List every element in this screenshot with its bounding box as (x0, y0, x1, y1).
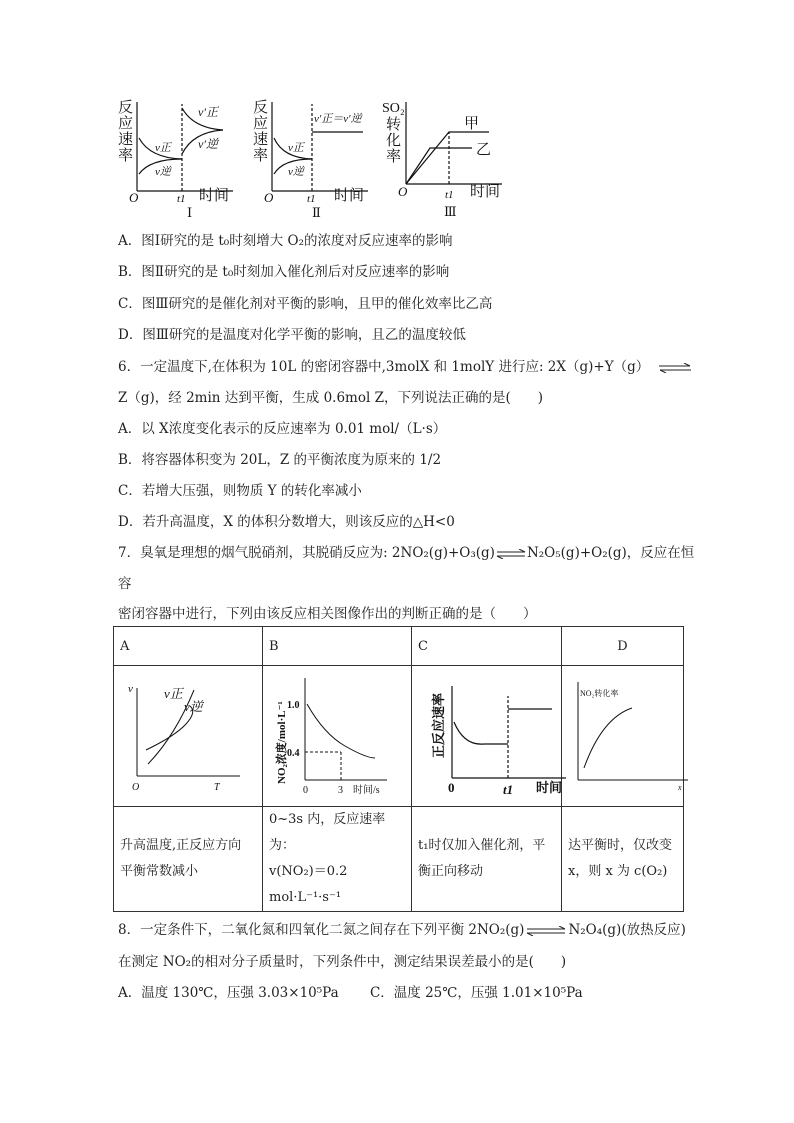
fig1-lower1: v正 (155, 142, 171, 154)
header-b: B (263, 627, 412, 666)
q5-option-d: D．图Ⅲ研究的是温度对化学平衡的影响，且乙的温度较低 (118, 327, 466, 343)
graph-b-x3: 3 (338, 785, 343, 796)
graph-b-y1: 1.0 (287, 700, 300, 711)
fig2-lower2: v逆 (288, 166, 304, 178)
figure-3 (382, 96, 507, 222)
fig1-curve2: v′逆 (198, 137, 218, 151)
header-d: D (562, 627, 684, 666)
fig2-xlabel: 时间 (334, 188, 365, 204)
fig3-series1: 甲 (464, 116, 480, 132)
q6-option-c: C．若增大压强，则物质 Y 的转化率减小 (118, 483, 362, 499)
graph-c-t: t1 (503, 782, 514, 797)
q6-stem-line1 (118, 355, 692, 375)
graph-a-origin: O (132, 782, 140, 793)
desc-a-line1: 升高温度,正反应方向 (120, 838, 242, 853)
fig1-lower2: v逆 (155, 166, 171, 178)
q8-stem-line2: 在测定 NO₂的相对分子质量时，下列条件中，测定结果误差最小的是( ) (118, 954, 567, 970)
q7-stem-text1b: N₂O₅(g)+O₂(g)，反应在恒 (526, 545, 695, 561)
graph-d-cell (562, 666, 684, 807)
q6-stem-text1: 6．一定温度下,在体积为 10L 的密闭容器中,3molX 和 1molY 进行应: 2X（g)+Y（g） (118, 359, 650, 375)
fig1-y3: 速 (118, 132, 134, 148)
fig3-origin: O (398, 184, 408, 199)
fig2-y2: 应 (253, 116, 269, 132)
fig3-xlabel: 时间 (470, 184, 501, 200)
graph-d (568, 666, 690, 802)
fig1-t: t1 (177, 193, 186, 205)
graph-b-ylabel: NO₂浓度/mol·L⁻¹ (276, 701, 288, 784)
fig1-y4: 率 (118, 148, 134, 164)
fig2-equal-label: v′正＝v′逆 (314, 113, 362, 125)
q7-stem-line1 (118, 541, 694, 561)
fig3-y4: 率 (386, 149, 402, 165)
fig3-t: t1 (445, 189, 454, 201)
desc-c (412, 807, 562, 912)
graph-d-ylabel: NO₂转化率 (580, 689, 619, 698)
desc-b-line2: v(NO₂)＝0.2 (269, 864, 348, 879)
graph-b-cell (263, 666, 412, 807)
graph-d-x: x (678, 783, 682, 792)
graph-a-y: v (128, 683, 133, 695)
q6-stem-line2: Z（g)，经 2min 达到平衡，生成 0.6mol Z，下列说法正确的是( ) (118, 390, 543, 406)
graph-c-origin: 0 (448, 780, 455, 795)
equilibrium-arrow-icon (526, 926, 566, 936)
fig3-y2: 转 (386, 117, 402, 133)
graph-a-x: T (214, 782, 220, 793)
fig3-series2: 乙 (476, 142, 492, 158)
desc-d (562, 807, 684, 912)
fig2-lower1: v正 (288, 142, 304, 154)
graph-a-c1: v正 (164, 686, 183, 701)
fig2-roman: Ⅱ (312, 205, 321, 220)
q8-stem-text1b: N₂O₄(g)(放热反应) (568, 922, 686, 938)
desc-c-line2: 衡正向移动 (418, 864, 484, 879)
fig3-roman: Ⅲ (444, 204, 457, 219)
fig1-y1: 反 (118, 100, 134, 116)
fig2-origin: O (264, 190, 274, 205)
q7-options-table (113, 626, 684, 912)
q5-option-b: B．图Ⅱ研究的是 t₀时刻加入催化剂后对反应速率的影响 (118, 264, 450, 280)
equilibrium-arrow-icon (496, 549, 526, 559)
q6-option-d: D．若升高温度，X 的体积分数增大，则该反应的△H<0 (118, 514, 455, 530)
q7-stem-line3: 密闭容器中进行，下列由该反应相关图像作出的判断正确的是（ ） (118, 606, 537, 622)
graph-b-origin: 0 (303, 785, 308, 796)
fig1-curve1: v′正 (198, 105, 218, 119)
figure-2 (250, 96, 380, 222)
desc-a-line2: 平衡常数减小 (120, 864, 199, 879)
graph-c-cell (412, 666, 562, 807)
fig2-y1: 反 (253, 100, 269, 116)
equilibrium-arrow-icon (658, 363, 692, 373)
fig1-y2: 应 (118, 116, 134, 132)
fig2-y4: 率 (253, 148, 269, 164)
fig1-origin: O (129, 190, 139, 205)
desc-b-line3: mol·L⁻¹·s⁻¹ (269, 890, 342, 905)
q7-stem-line2: 容 (118, 576, 132, 592)
desc-d-line2: x，则 x 为 c(O₂) (568, 864, 668, 879)
desc-c-line1: t₁时仅加入催化剂，平 (418, 838, 546, 853)
header-c: C (412, 627, 562, 666)
fig1-xlabel: 时间 (199, 188, 230, 204)
q5-option-c: C．图Ⅲ研究的是催化剂对平衡的影响，且甲的催化效率比乙高 (118, 296, 493, 312)
q5-option-a: A．图Ⅰ研究的是 t₀时刻增大 O₂的浓度对反应速率的影响 (118, 233, 453, 249)
q7-stem-text1: 7．臭氧是理想的烟气脱硝剂，其脱硝反应为: 2NO₂(g)+O₃(g) (118, 545, 495, 561)
q8-stem-line1 (118, 918, 686, 938)
fig2-y3: 速 (253, 132, 269, 148)
fig3-y1: SO₂ (382, 101, 405, 116)
graph-c-ylabel: 正反应速率 (431, 692, 446, 758)
graph-a-c2: v逆 (184, 699, 203, 714)
header-a: A (114, 627, 263, 666)
graph-b (269, 666, 417, 802)
fig1-roman: Ⅰ (187, 205, 193, 220)
q8-stem-text1: 8．一定条件下，二氧化氮和四氧化二氮之间存在下列平衡 2NO₂(g) (118, 922, 525, 938)
graph-a-cell (114, 666, 263, 807)
desc-b (263, 807, 412, 912)
figure-1 (115, 96, 235, 222)
desc-b-line1: 0~3s 内，反应速率为： (269, 812, 386, 853)
graph-c-xlabel: 时间 (536, 780, 563, 795)
graph-b-y2: 0.4 (287, 748, 300, 759)
desc-a (114, 807, 263, 912)
fig3-y3: 化 (386, 133, 402, 149)
graph-c (418, 666, 568, 802)
q6-option-a: A．以 X浓度变化表示的反应速率为 0.01 mol/（L·s） (118, 421, 447, 437)
q8-options-line: A．温度 130℃，压强 3.03×10⁵Pa C．温度 25℃，压强 1.01×10⁵Pa (118, 985, 583, 1001)
graph-b-xlabel: 时间/s (353, 785, 380, 796)
fig2-t: t1 (307, 193, 316, 205)
graph-a (120, 666, 268, 802)
desc-d-line1: 达平衡时，仅改变 (568, 838, 673, 853)
q6-option-b: B．将容器体积变为 20L，Z 的平衡浓度为原来的 1/2 (118, 452, 442, 468)
